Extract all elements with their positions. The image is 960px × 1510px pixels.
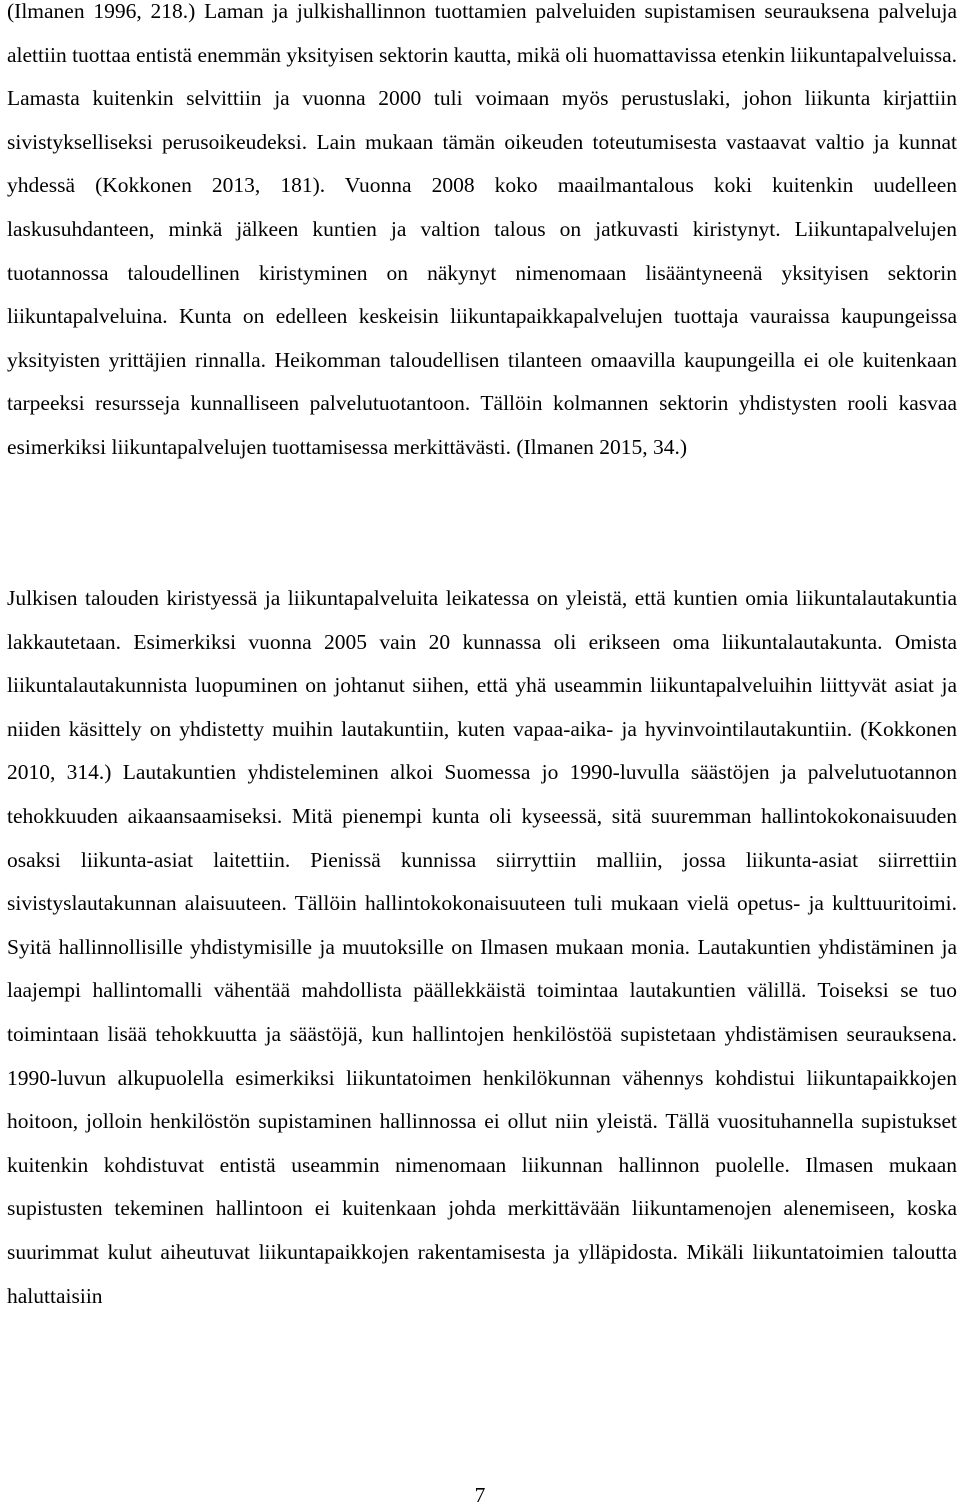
body-paragraph-2: Julkisen talouden kiristyessä ja liikuntapalveluita leikatessa on yleistä, että kuntien omia liikuntalautakuntia lakkautetaan. Esimerkiksi vuonna 2005 vain 20 kunnassa oli erikseen oma liikuntalautakunta. Omista liikuntalautakunnista luopuminen on johtanut siihen, että yhä useammin liikuntapalveluihin liittyvät asiat ja niiden käsittely on yhdistetty muihin lautakuntiin, kuten vapaa-aika- ja hyvinvointilautakuntiin. (Kokkonen 2010, 314.) Lautakuntien yhdisteleminen alkoi Suomessa jo 1990-luvulla säästöjen ja palvelutuotannon tehokkuuden aikaansaamiseksi. Mitä pienempi kunta oli kyseessä, sitä suuremman hallintokokonaisuuden osaksi liikunta-asiat laitettiin. Pienissä kunnissa siirryttiin malliin, jossa liikunta-asiat siirrettiin sivistyslautakunnan alaisuuteen. Tällöin hallintokokonaisuuteen tuli mukaan vielä opetus- ja kulttuuritoimi. Syitä hallinnollisille yhdistymisille ja muutoksille on Ilmasen mukaan monia. Lautakuntien yhdistäminen ja laajempi hallintomalli vähentää mahdollista päällekkäistä toimintaa lautakuntien välillä. Toiseksi se tuo toimintaan lisää tehokkuutta ja säästöjä, kun hallintojen henkilöstöä supistetaan yhdistämisen seurauksena. 1990-luvun alkupuolella esimerkiksi liikuntatoimen henkilökunnan vähennys kohdistui liikuntapaikkojen hoitoon, jolloin henkilöstön supistaminen hallinnossa ei ollut niin yleistä. Tällä vuosituhannella supistukset kuitenkin kohdistuvat entistä useammin nimenomaan liikunnan hallinnon puolelle. Ilmasen mukaan supistusten tekeminen hallintoon ei kuitenkaan johda merkittävään liikuntamenojen alenemiseen, koska suurimmat kulut aiheutuvat liikuntapaikkojen rakentamisesta ja ylläpidosta. Mikäli liikuntatoimien taloutta haluttaisiin (7, 586, 957, 1308)
page-number: 7 (474, 1483, 486, 1507)
body-paragraph-1: (Ilmanen 1996, 218.) Laman ja julkishallinnon tuottamien palveluiden supistamisen seurauksena palveluja alettiin tuottaa entistä enemmän yksityisen sektorin kautta, mikä oli huomattavissa etenkin liikuntapalveluissa. Lamasta kuitenkin selvittiin ja vuonna 2000 tuli voimaan myös perustuslaki, johon liikunta kirjattiin sivistykselliseksi perusoikeudeksi. Lain mukaan tämän oikeuden toteutumisesta vastaavat valtio ja kunnat yhdessä (Kokkonen 2013, 181). Vuonna 2008 koko maailmantalous koki kuitenkin uudelleen laskusuhdanteen, minkä jälkeen kuntien ja valtion talous on jatkuvasti kiristynyt. Liikuntapalvelujen tuotannossa taloudellinen kiristyminen on näkynyt nimenomaan lisääntyneenä yksityisen sektorin liikuntapalveluina. Kunta on edelleen keskeisin liikuntapaikkapalvelujen tuottaja vauraissa kaupungeissa yksityisten yrittäjien rinnalla. Heikomman taloudellisen tilanteen omaavilla kaupungeilla ei ole kuitenkaan tarpeeksi resursseja kunnalliseen palvelutuotantoon. Tällöin kolmannen sektorin yhdistysten rooli kasvaa esimerkiksi liikuntapalvelujen tuottamisessa merkittävästi. (Ilmanen 2015, 34.) (7, 0, 957, 459)
